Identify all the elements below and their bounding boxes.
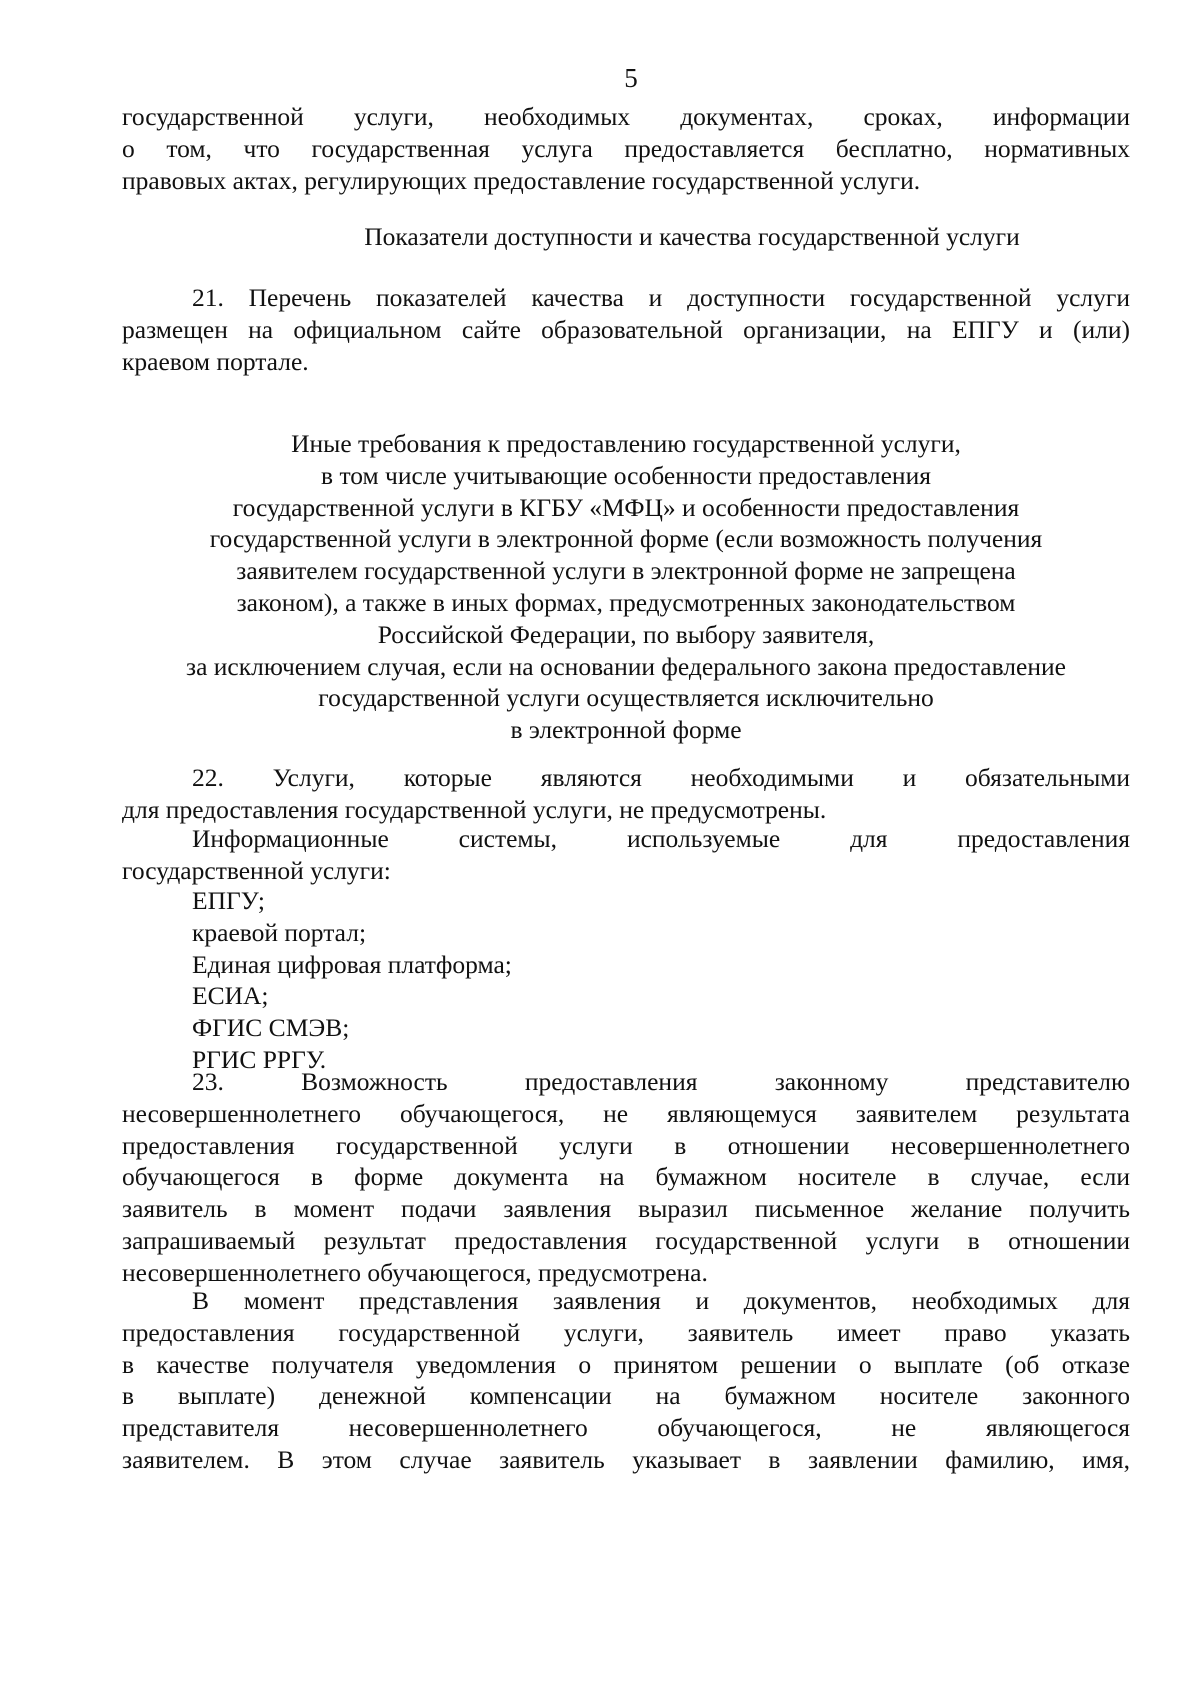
info-systems-intro [122, 823, 1130, 887]
heading-line: государственной услуги в электронной форме (если возможность получения [209, 524, 1043, 554]
text-line: о том, что государственная услуга предоставляется бесплатно, нормативных [122, 133, 1130, 163]
heading-line: государственной услуги осуществляется исключительно [318, 683, 934, 713]
list-item: ЕСИА; [192, 981, 269, 1011]
heading-line: заявителем государственной услуги в электронной форме не запрещена [236, 556, 1016, 586]
text-line: в качестве получателя уведомления о принятом решении о выплате (об отказе [122, 1349, 1130, 1379]
heading-text: Показатели доступности и качества государственной услуги [364, 222, 1020, 251]
heading-line: законом), а также в иных формах, предусмотренных законодательством [236, 587, 1016, 617]
paragraph-notice [122, 1285, 1130, 1476]
list-item: краевой портал; [192, 917, 367, 947]
text-line: 22. Услуги, которые являются необходимыми и обязательными [192, 763, 1130, 792]
text-line: заявителем. В этом случае заявитель указывает в заявлении фамилию, имя, [122, 1444, 1130, 1474]
text-line: краевом портале. [122, 346, 309, 376]
text-line: запрашиваемый результат предоставления государственной услуги в отношении [122, 1225, 1130, 1255]
text-line: 21. Перечень показателей качества и доступности государственной услуги [192, 283, 1130, 312]
paragraph-23 [122, 1066, 1130, 1289]
list-item: Единая цифровая платформа; [192, 949, 512, 979]
text-line: В момент представления заявления и документов, необходимых для [192, 1286, 1130, 1315]
list-item: РГИС РРГУ. [192, 1044, 327, 1074]
page-number: 5 [624, 63, 638, 93]
heading-line: в том числе учитывающие особенности предоставления [321, 460, 931, 490]
list-item: ЕПГУ; [192, 886, 265, 915]
text-line: предоставления государственной услуги в отношении несовершеннолетнего [122, 1130, 1130, 1160]
text-line: Информационные системы, используемые для предоставления [192, 824, 1130, 853]
text-line: для предоставления государственной услуги, не предусмотрены. [122, 794, 827, 824]
section-heading-quality [122, 221, 1200, 253]
text-line: государственной услуги, необходимых документах, сроках, информации [122, 102, 1130, 131]
text-line: обучающегося в форме документа на бумажном носителе в случае, если [122, 1162, 1130, 1192]
text-line: представителя несовершеннолетнего обучающегося, не являющегося [122, 1413, 1130, 1443]
section-heading-other [122, 428, 1130, 746]
text-line: в выплате) денежной компенсации на бумажном носителе законного [122, 1381, 1130, 1411]
paragraph-22 [122, 762, 1130, 826]
info-systems-list [122, 885, 1130, 1076]
heading-line: в электронной форме [510, 715, 742, 745]
text-line: 23. Возможность предоставления законному представителю [192, 1067, 1130, 1096]
text-line: заявитель в момент подачи заявления выразил письменное желание получить [122, 1194, 1130, 1224]
intro-paragraph [122, 101, 1130, 196]
paragraph-21 [122, 282, 1130, 377]
heading-line: Российской Федерации, по выбору заявителя, [377, 619, 875, 649]
heading-line: Иные требования к предоставлению государственной услуги, [291, 429, 961, 458]
text-line: несовершеннолетнего обучающегося, предусмотрена. [122, 1257, 708, 1287]
text-line: государственной услуги: [122, 855, 391, 885]
heading-line: за исключением случая, если на основании федерального закона предоставление [186, 651, 1066, 681]
heading-line: государственной услуги в КГБУ «МФЦ» и особенности предоставления [232, 492, 1020, 522]
list-item: ФГИС СМЭВ; [192, 1013, 350, 1043]
text-line: размещен на официальном сайте образовательной организации, на ЕПГУ и (или) [122, 314, 1130, 344]
text-line: несовершеннолетнего обучающегося, не являющемуся заявителем результата [122, 1098, 1130, 1128]
text-line: правовых актах, регулирующих предоставление государственной услуги. [122, 165, 921, 195]
text-line: предоставления государственной услуги, заявитель имеет право указать [122, 1317, 1130, 1347]
